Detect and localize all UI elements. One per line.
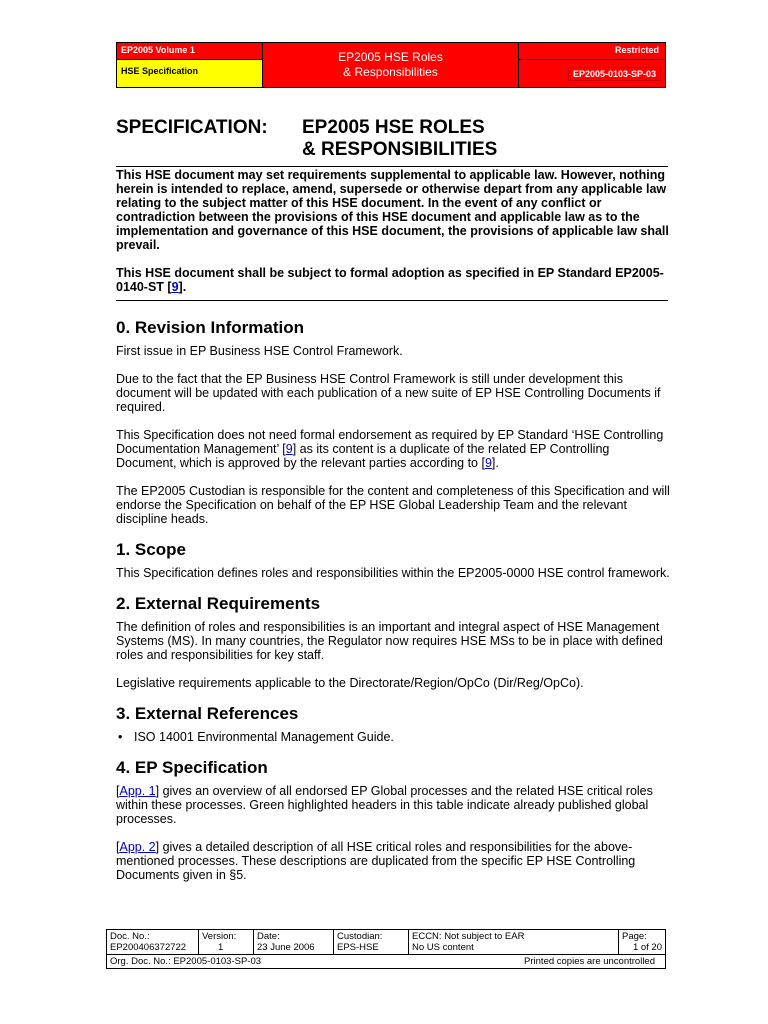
paragraph: [App. 2] gives a detailed description of all HSE critical roles and responsibilities for the above-mentioned processes. These descriptions are duplicated from the specific EP HSE Controlling Documents given in §5. bbox=[116, 840, 636, 882]
section-external-requirements bbox=[116, 594, 672, 690]
document-body bbox=[116, 318, 672, 896]
disclaimer-para1: This HSE document may set requirements supplemental to applicable law. However, nothing herein is intended to replace, amend, supersede or otherwise depart from any applicable law relating to the subject matter of this HSE document. In the event of any conflict or contradiction between the provisions of this HSE document and applicable law as to the implementation and governance of this HSE document, the provisions of applicable law shall prevail. bbox=[116, 168, 669, 252]
paragraph: The EP2005 Custodian is responsible for the content and completeness of this Specification and will endorse the Specification on behalf of the EP HSE Global Leadership Team and the relevant discipline heads. bbox=[116, 484, 670, 526]
section-heading: 3. External References bbox=[116, 704, 299, 723]
footer-custodian: Custodian: EPS-HSE bbox=[334, 930, 409, 954]
section-ep-specification bbox=[116, 758, 672, 882]
header-category: HSE Specification bbox=[117, 60, 262, 87]
title-line1: EP2005 HSE ROLES bbox=[302, 117, 485, 138]
bullet-icon: • bbox=[118, 730, 123, 744]
section-heading: 0. Revision Information bbox=[116, 318, 304, 337]
section-scope bbox=[116, 540, 672, 580]
appendix-2-link[interactable]: App. 2 bbox=[119, 840, 156, 854]
footer-docno: Doc. No.: EP200406372722 bbox=[107, 930, 199, 954]
header-volume: EP2005 Volume 1 bbox=[117, 43, 262, 60]
divider-top bbox=[116, 166, 668, 167]
footer-org-doc: Org. Doc. No.: EP2005-0103-SP-03 bbox=[110, 956, 262, 967]
paragraph: Due to the fact that the EP Business HSE Control Framework is still under development this document will be updated with each publication of a new suite of EP HSE Controlling Documents if required. bbox=[116, 372, 661, 414]
footer-printed-note: Printed copies are uncontrolled bbox=[524, 956, 655, 967]
ref-link-9[interactable]: 9 bbox=[171, 280, 179, 294]
section-heading: 1. Scope bbox=[116, 540, 186, 559]
ref-link-9[interactable]: 9 bbox=[285, 442, 293, 456]
document-header bbox=[116, 42, 666, 88]
divider-bottom bbox=[116, 300, 668, 301]
paragraph: This Specification does not need formal endorsement as required by EP Standard ‘HSE Controlling Documentation Management’ [9] as its content is a duplicate of the related EP Controlling Document, which is approved by the relevant parties according to [9]. bbox=[116, 428, 664, 470]
list-item bbox=[116, 730, 672, 744]
list-item-text: ISO 14001 Environmental Management Guide. bbox=[134, 730, 394, 744]
title-label: SPECIFICATION: bbox=[116, 117, 268, 138]
paragraph: This Specification defines roles and responsibilities within the EP2005-0000 HSE control framework. bbox=[116, 566, 670, 580]
footer-date: Date: 23 June 2006 bbox=[254, 930, 334, 954]
paragraph: Legislative requirements applicable to the Directorate/Region/OpCo (Dir/Reg/OpCo). bbox=[116, 676, 584, 690]
disclaimer-para2: This HSE document shall be subject to formal adoption as specified in EP Standard EP2005-0140-ST [9]. bbox=[116, 266, 664, 294]
ref-link-9[interactable]: 9 bbox=[484, 456, 492, 470]
paragraph: The definition of roles and responsibilities is an important and integral aspect of HSE Management Systems (MS). In many countries, the Regulator now requires HSE MSs to be in place with defined roles and responsibilities for key staff. bbox=[116, 620, 663, 662]
appendix-1-link[interactable]: App. 1 bbox=[119, 784, 156, 798]
document-footer bbox=[106, 929, 666, 969]
page-title bbox=[116, 117, 497, 161]
paragraph: [App. 1] gives an overview of all endorsed EP Global processes and the related HSE critical roles within these processes. Green highlighted headers in this table indicate already published global processes. bbox=[116, 784, 653, 826]
header-title-line2: & Responsibilities bbox=[343, 65, 438, 79]
title-line2: & RESPONSIBILITIES bbox=[302, 139, 498, 160]
header-right bbox=[519, 43, 665, 87]
footer-eccn: ECCN: Not subject to EAR No US content bbox=[409, 930, 619, 954]
footer-version: Version: 1 bbox=[199, 930, 254, 954]
disclaimer bbox=[116, 168, 672, 294]
footer-page: Page: 1 of 20 bbox=[622, 931, 662, 953]
section-heading: 2. External Requirements bbox=[116, 594, 321, 613]
section-heading: 4. EP Specification bbox=[116, 758, 268, 777]
header-title-line1: EP2005 HSE Roles bbox=[338, 50, 443, 64]
header-doc-code: EP2005-0103-SP-03 bbox=[568, 67, 661, 81]
section-external-references bbox=[116, 704, 672, 744]
header-classification: Restricted bbox=[519, 43, 665, 60]
header-left bbox=[117, 43, 263, 87]
paragraph: First issue in EP Business HSE Control Framework. bbox=[116, 344, 403, 358]
section-revision bbox=[116, 318, 672, 526]
header-title bbox=[263, 43, 519, 87]
